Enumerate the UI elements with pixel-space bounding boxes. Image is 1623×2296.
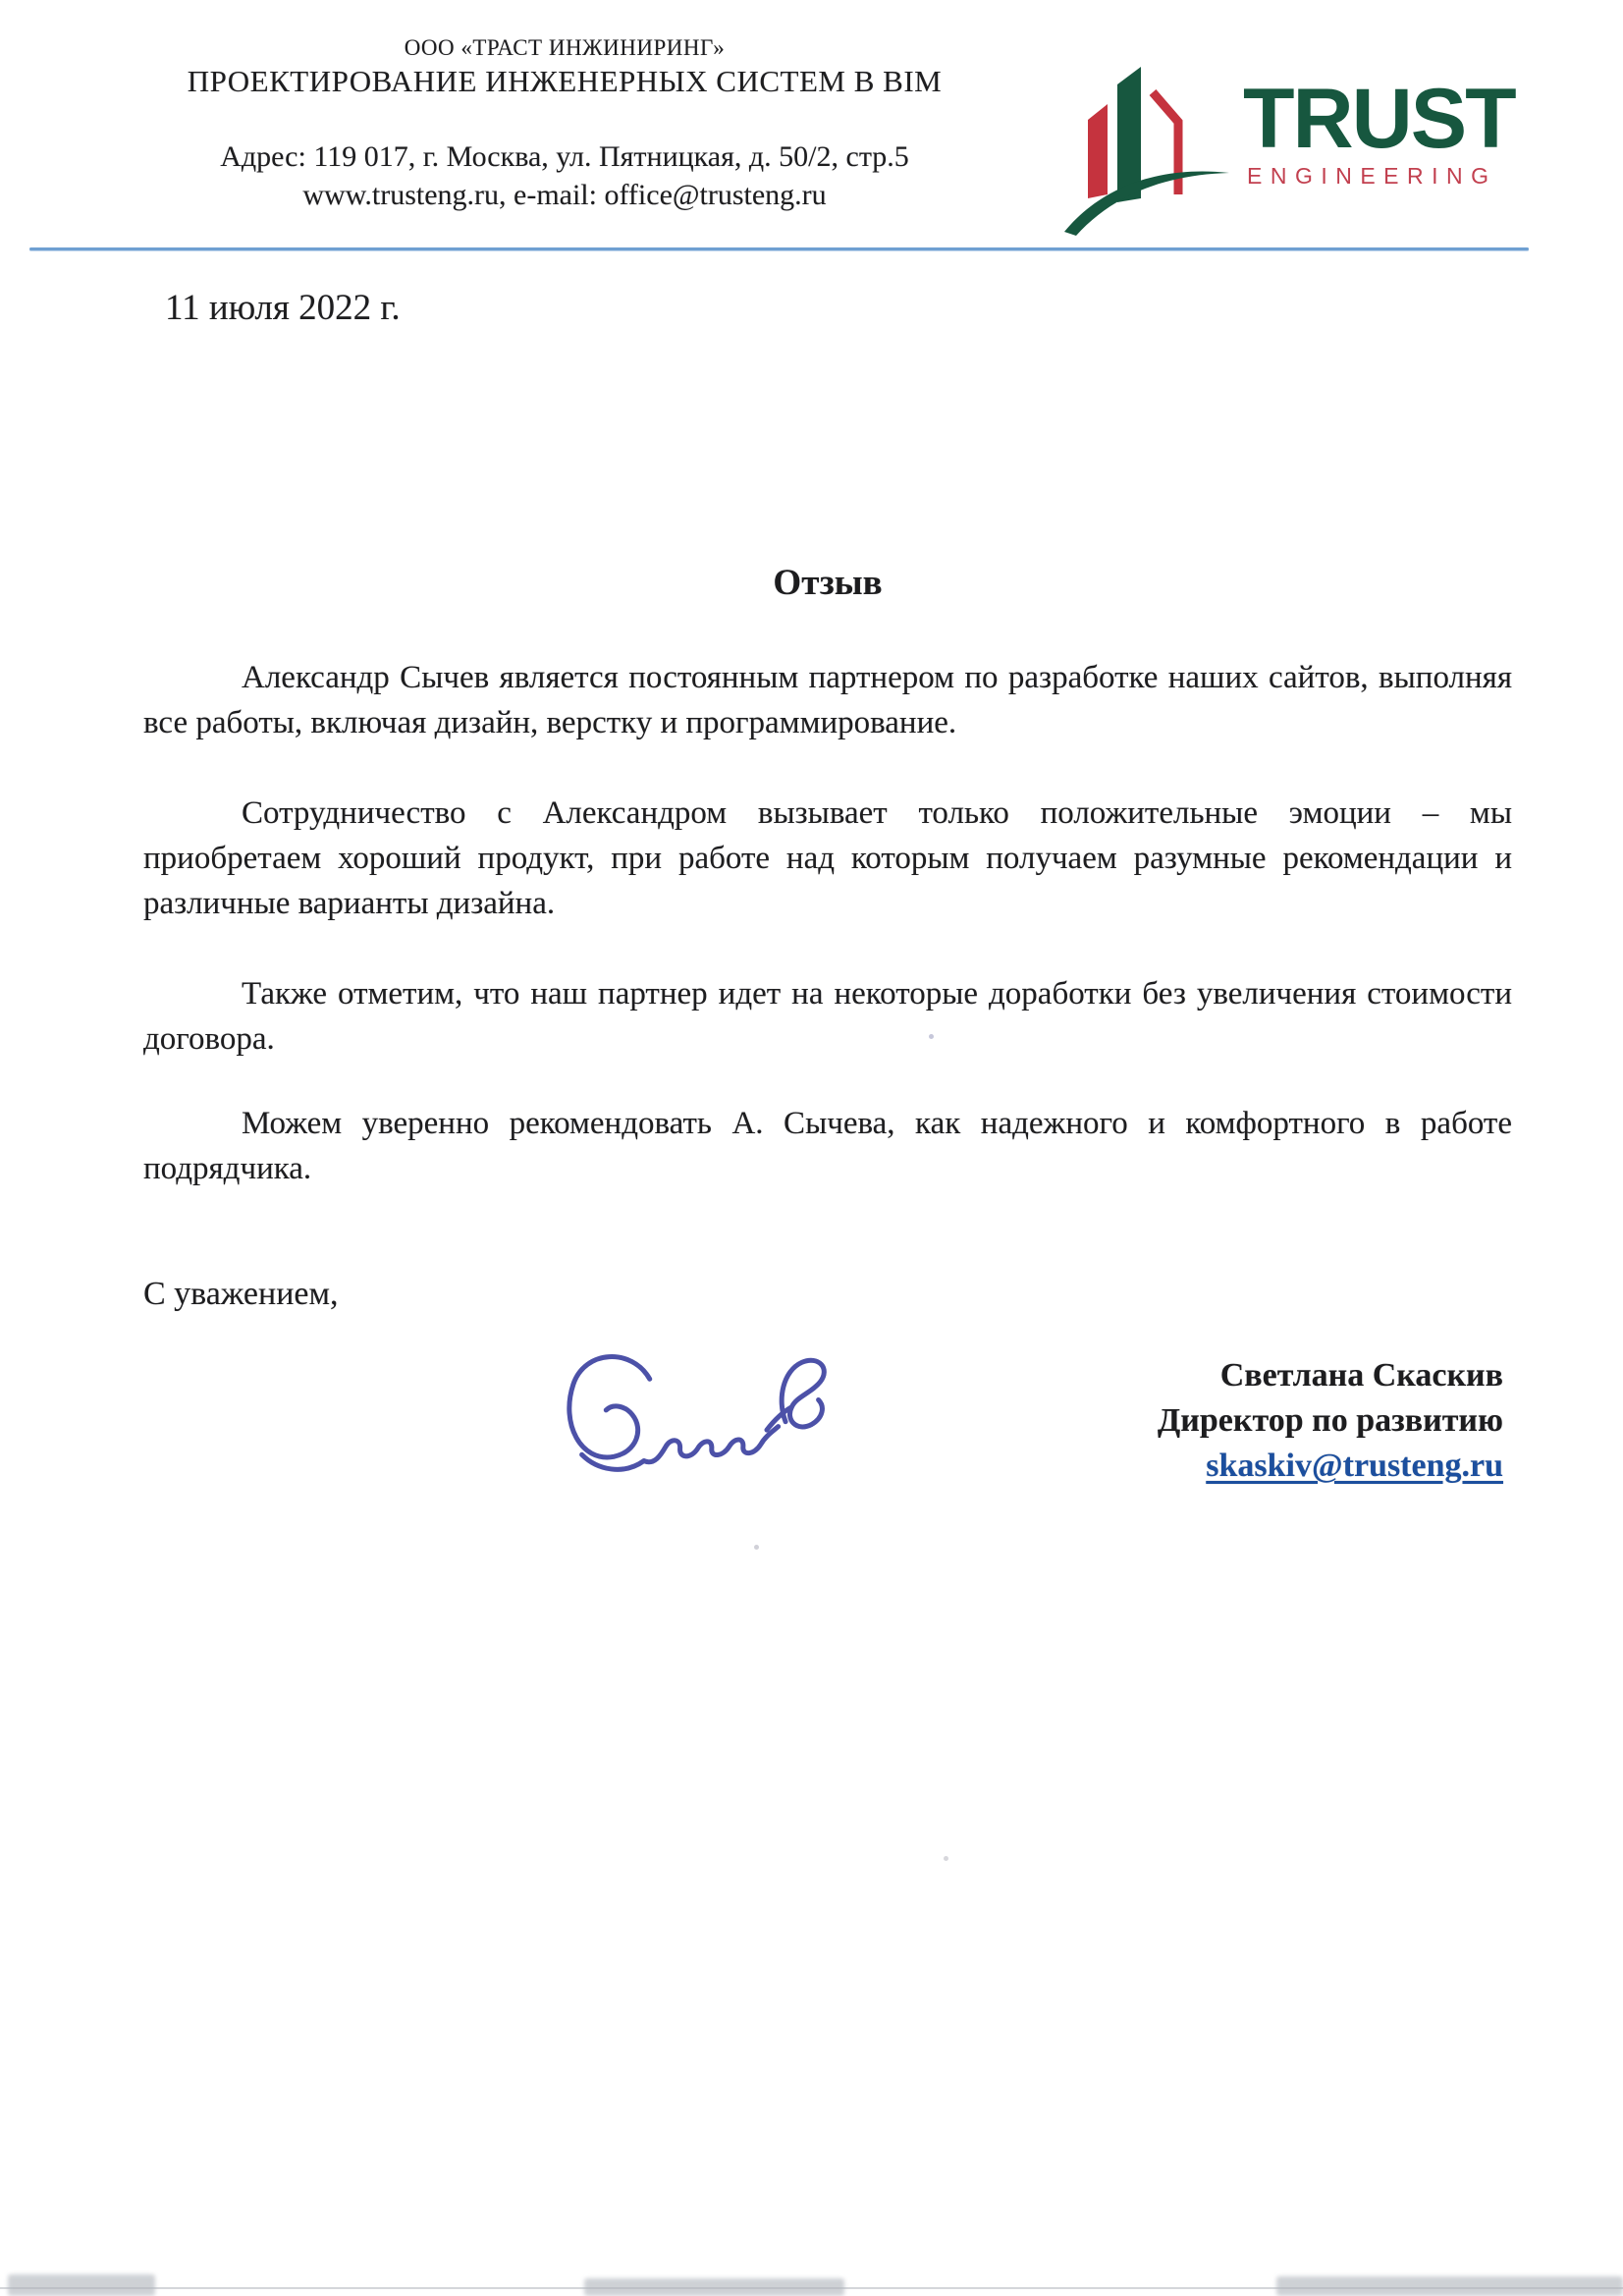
- company-contacts: www.trusteng.ru, e-mail: office@trusteng.ru: [302, 178, 827, 211]
- letter-date: 11 июля 2022 г.: [165, 288, 401, 328]
- company-name: ООО «ТРАСТ ИНЖИНИРИНГ»: [404, 35, 726, 60]
- building-swoosh-icon: [1060, 49, 1235, 241]
- logo-wordmark: TRUST: [1243, 72, 1515, 166]
- signer-role: Директор по развитию: [1157, 1402, 1503, 1439]
- letterhead: [142, 35, 987, 212]
- company-tagline: ПРОЕКТИРОВАНИЕ ИНЖЕНЕРНЫХ СИСТЕМ В BIM: [187, 64, 943, 99]
- handwritten-signature-icon: [530, 1324, 874, 1501]
- letter-body: [143, 562, 1512, 1362]
- signer-email-link[interactable]: skaskiv@trusteng.ru: [1206, 1448, 1503, 1484]
- paragraph: Александр Сычев является постоянным партнером по разработке наших сайтов, выполняя все работы, включая дизайн, верстку и программирование.: [143, 660, 1512, 740]
- scan-speck: [929, 1034, 934, 1039]
- header-divider: [29, 247, 1529, 250]
- paragraph: Можем уверенно рекомендовать А. Сычева, как надежного и комфортного в работе подрядчика.: [143, 1106, 1512, 1186]
- paragraph: Сотрудничество с Александром вызывает только положительные эмоции – мы приобретаем хороший продукт, при работе над которым получаем разумные рекомендации и различные варианты дизайна.: [143, 795, 1512, 921]
- signer-name: Светлана Скаскив: [1219, 1357, 1503, 1394]
- scan-edge-artifact: [0, 2267, 1623, 2296]
- trust-logo: [1060, 47, 1515, 234]
- signature-block: [1158, 1353, 1503, 1489]
- scan-speck: [944, 1856, 948, 1861]
- closing-salutation: С уважением,: [143, 1276, 339, 1312]
- scan-speck: [754, 1545, 759, 1550]
- logo-subtitle: ENGINEERING: [1247, 163, 1497, 189]
- company-address: Адрес: 119 017, г. Москва, ул. Пятницкая, д. 50/2, стр.5: [220, 140, 909, 174]
- paragraph: Также отметим, что наш партнер идет на некоторые доработки без увеличения стоимости договора.: [143, 976, 1512, 1057]
- document-title: Отзыв: [773, 563, 883, 603]
